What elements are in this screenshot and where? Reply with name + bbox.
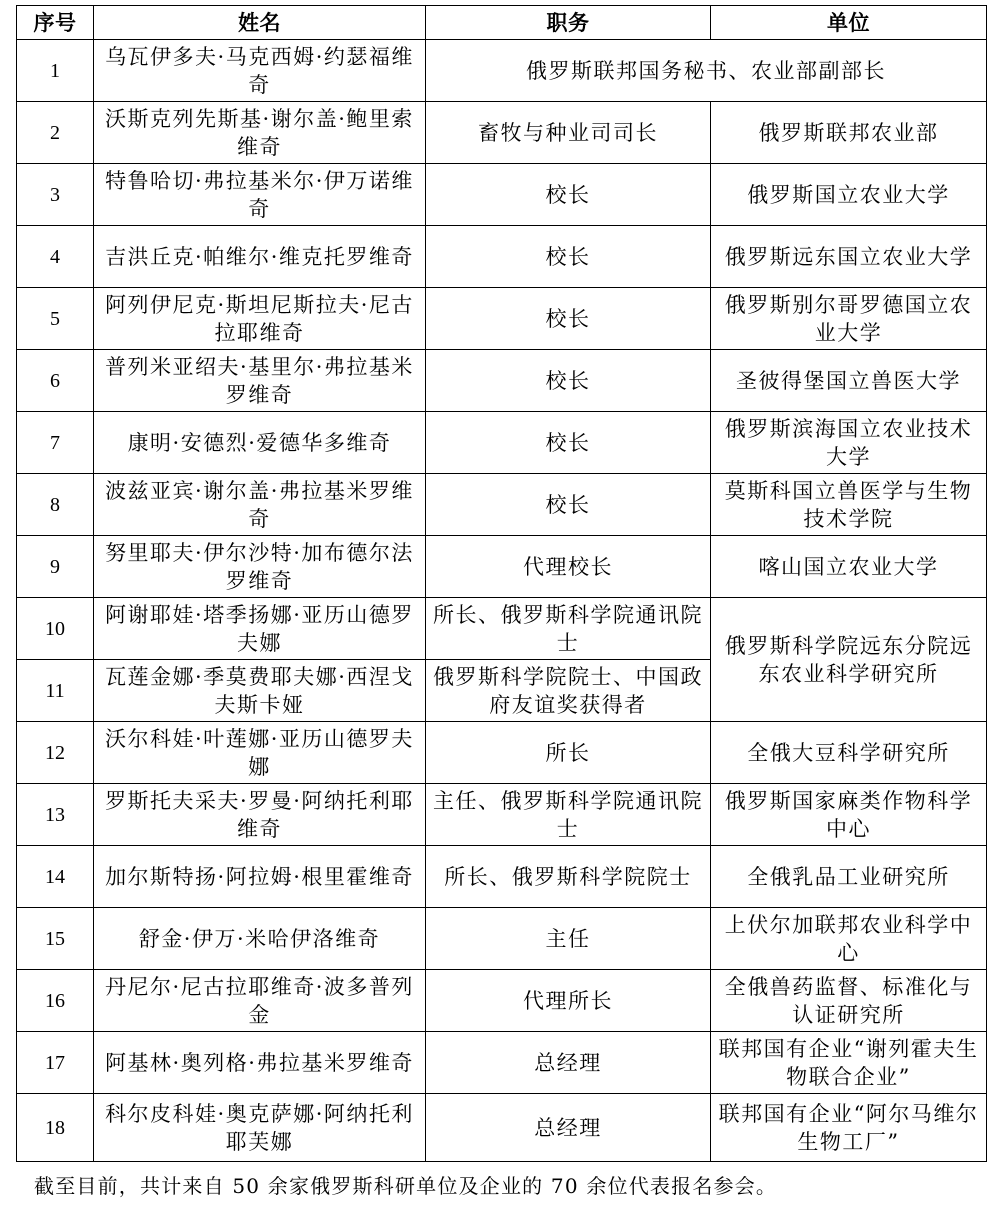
row-position: 校长 <box>426 288 711 350</box>
row-index: 12 <box>17 722 94 784</box>
row-name: 阿谢耶娃·塔季扬娜·亚历山德罗夫娜 <box>94 598 426 660</box>
row-unit: 圣彼得堡国立兽医大学 <box>711 350 987 412</box>
row-position: 所长、俄罗斯科学院通讯院士 <box>426 598 711 660</box>
row-index: 8 <box>17 474 94 536</box>
row-index: 17 <box>17 1032 94 1094</box>
row-name: 罗斯托夫采夫·罗曼·阿纳托利耶维奇 <box>94 784 426 846</box>
table-row <box>17 474 987 536</box>
row-unit: 俄罗斯科学院远东分院远东农业科学研究所 <box>711 598 987 722</box>
row-name: 加尔斯特扬·阿拉姆·根里霍维奇 <box>94 846 426 908</box>
row-name: 乌瓦伊多夫·马克西姆·约瑟福维奇 <box>94 40 426 102</box>
row-unit: 俄罗斯远东国立农业大学 <box>711 226 987 288</box>
row-position: 主任、俄罗斯科学院通讯院士 <box>426 784 711 846</box>
row-name: 沃斯克列先斯基·谢尔盖·鲍里索维奇 <box>94 102 426 164</box>
table-row <box>17 784 987 846</box>
row-unit: 上伏尔加联邦农业科学中心 <box>711 908 987 970</box>
table-row <box>17 536 987 598</box>
row-position: 俄罗斯科学院院士、中国政府友谊奖获得者 <box>426 660 711 722</box>
table-row <box>17 722 987 784</box>
row-position: 代理校长 <box>426 536 711 598</box>
row-unit: 全俄大豆科学研究所 <box>711 722 987 784</box>
row-position: 畜牧与种业司司长 <box>426 102 711 164</box>
row-position: 校长 <box>426 474 711 536</box>
row-unit: 俄罗斯国家麻类作物科学中心 <box>711 784 987 846</box>
row-unit: 全俄乳品工业研究所 <box>711 846 987 908</box>
row-position: 主任 <box>426 908 711 970</box>
row-unit: 联邦国有企业“谢列霍夫生物联合企业” <box>711 1032 987 1094</box>
row-index: 10 <box>17 598 94 660</box>
row-name: 努里耶夫·伊尔沙特·加布德尔法罗维奇 <box>94 536 426 598</box>
row-name: 吉洪丘克·帕维尔·维克托罗维奇 <box>94 226 426 288</box>
row-index: 15 <box>17 908 94 970</box>
table-row <box>17 40 987 102</box>
row-index: 18 <box>17 1094 94 1162</box>
row-position: 所长 <box>426 722 711 784</box>
header-unit: 单位 <box>711 6 987 40</box>
row-name: 康明·安德烈·爱德华多维奇 <box>94 412 426 474</box>
table-row <box>17 350 987 412</box>
row-index: 2 <box>17 102 94 164</box>
row-position: 校长 <box>426 164 711 226</box>
row-index: 11 <box>17 660 94 722</box>
row-position: 代理所长 <box>426 970 711 1032</box>
row-name: 阿列伊尼克·斯坦尼斯拉夫·尼古拉耶维奇 <box>94 288 426 350</box>
row-name: 普列米亚绍夫·基里尔·弗拉基米罗维奇 <box>94 350 426 412</box>
row-index: 7 <box>17 412 94 474</box>
row-position: 总经理 <box>426 1094 711 1162</box>
row-position: 校长 <box>426 226 711 288</box>
row-index: 16 <box>17 970 94 1032</box>
header-index: 序号 <box>17 6 94 40</box>
row-index: 14 <box>17 846 94 908</box>
row-unit: 喀山国立农业大学 <box>711 536 987 598</box>
table-row <box>17 288 987 350</box>
table-row <box>17 598 987 660</box>
header-name: 姓名 <box>94 6 426 40</box>
table-row <box>17 908 987 970</box>
table-row <box>17 412 987 474</box>
row-unit: 莫斯科国立兽医学与生物技术学院 <box>711 474 987 536</box>
row-unit: 俄罗斯别尔哥罗德国立农业大学 <box>711 288 987 350</box>
row-name: 科尔皮科娃·奥克萨娜·阿纳托利耶芙娜 <box>94 1094 426 1162</box>
table-header-row <box>17 6 987 40</box>
row-index: 13 <box>17 784 94 846</box>
row-index: 9 <box>17 536 94 598</box>
row-position: 总经理 <box>426 1032 711 1094</box>
row-position: 所长、俄罗斯科学院院士 <box>426 846 711 908</box>
row-unit: 俄罗斯滨海国立农业技术大学 <box>711 412 987 474</box>
table-row <box>17 970 987 1032</box>
row-unit: 全俄兽药监督、标准化与认证研究所 <box>711 970 987 1032</box>
table-row <box>17 164 987 226</box>
table-row <box>17 846 987 908</box>
row-name: 阿基林·奥列格·弗拉基米罗维奇 <box>94 1032 426 1094</box>
footnote: 截至目前，共计来自 50 余家俄罗斯科研单位及企业的 70 余位代表报名参会。 <box>34 1174 778 1198</box>
row-unit: 俄罗斯国立农业大学 <box>711 164 987 226</box>
row-name: 舒金·伊万·米哈伊洛维奇 <box>94 908 426 970</box>
table-row <box>17 1032 987 1094</box>
row-unit: 联邦国有企业“阿尔马维尔生物工厂” <box>711 1094 987 1162</box>
row-position: 校长 <box>426 350 711 412</box>
header-position: 职务 <box>426 6 711 40</box>
row-index: 5 <box>17 288 94 350</box>
row-name: 波兹亚宾·谢尔盖·弗拉基米罗维奇 <box>94 474 426 536</box>
row-position: 校长 <box>426 412 711 474</box>
row-name: 特鲁哈切·弗拉基米尔·伊万诺维奇 <box>94 164 426 226</box>
row-unit: 俄罗斯联邦农业部 <box>711 102 987 164</box>
row-index: 4 <box>17 226 94 288</box>
row-index: 1 <box>17 40 94 102</box>
row-index: 6 <box>17 350 94 412</box>
row-name: 丹尼尔·尼古拉耶维奇·波多普列金 <box>94 970 426 1032</box>
row-name: 沃尔科娃·叶莲娜·亚历山德罗夫娜 <box>94 722 426 784</box>
table-row <box>17 102 987 164</box>
delegate-table <box>16 5 987 1162</box>
row-index: 3 <box>17 164 94 226</box>
table-row <box>17 1094 987 1162</box>
row-name: 瓦莲金娜·季莫费耶夫娜·西涅戈夫斯卡娅 <box>94 660 426 722</box>
row-position: 俄罗斯联邦国务秘书、农业部副部长 <box>426 40 987 102</box>
table-row <box>17 226 987 288</box>
table-body <box>17 40 987 1162</box>
